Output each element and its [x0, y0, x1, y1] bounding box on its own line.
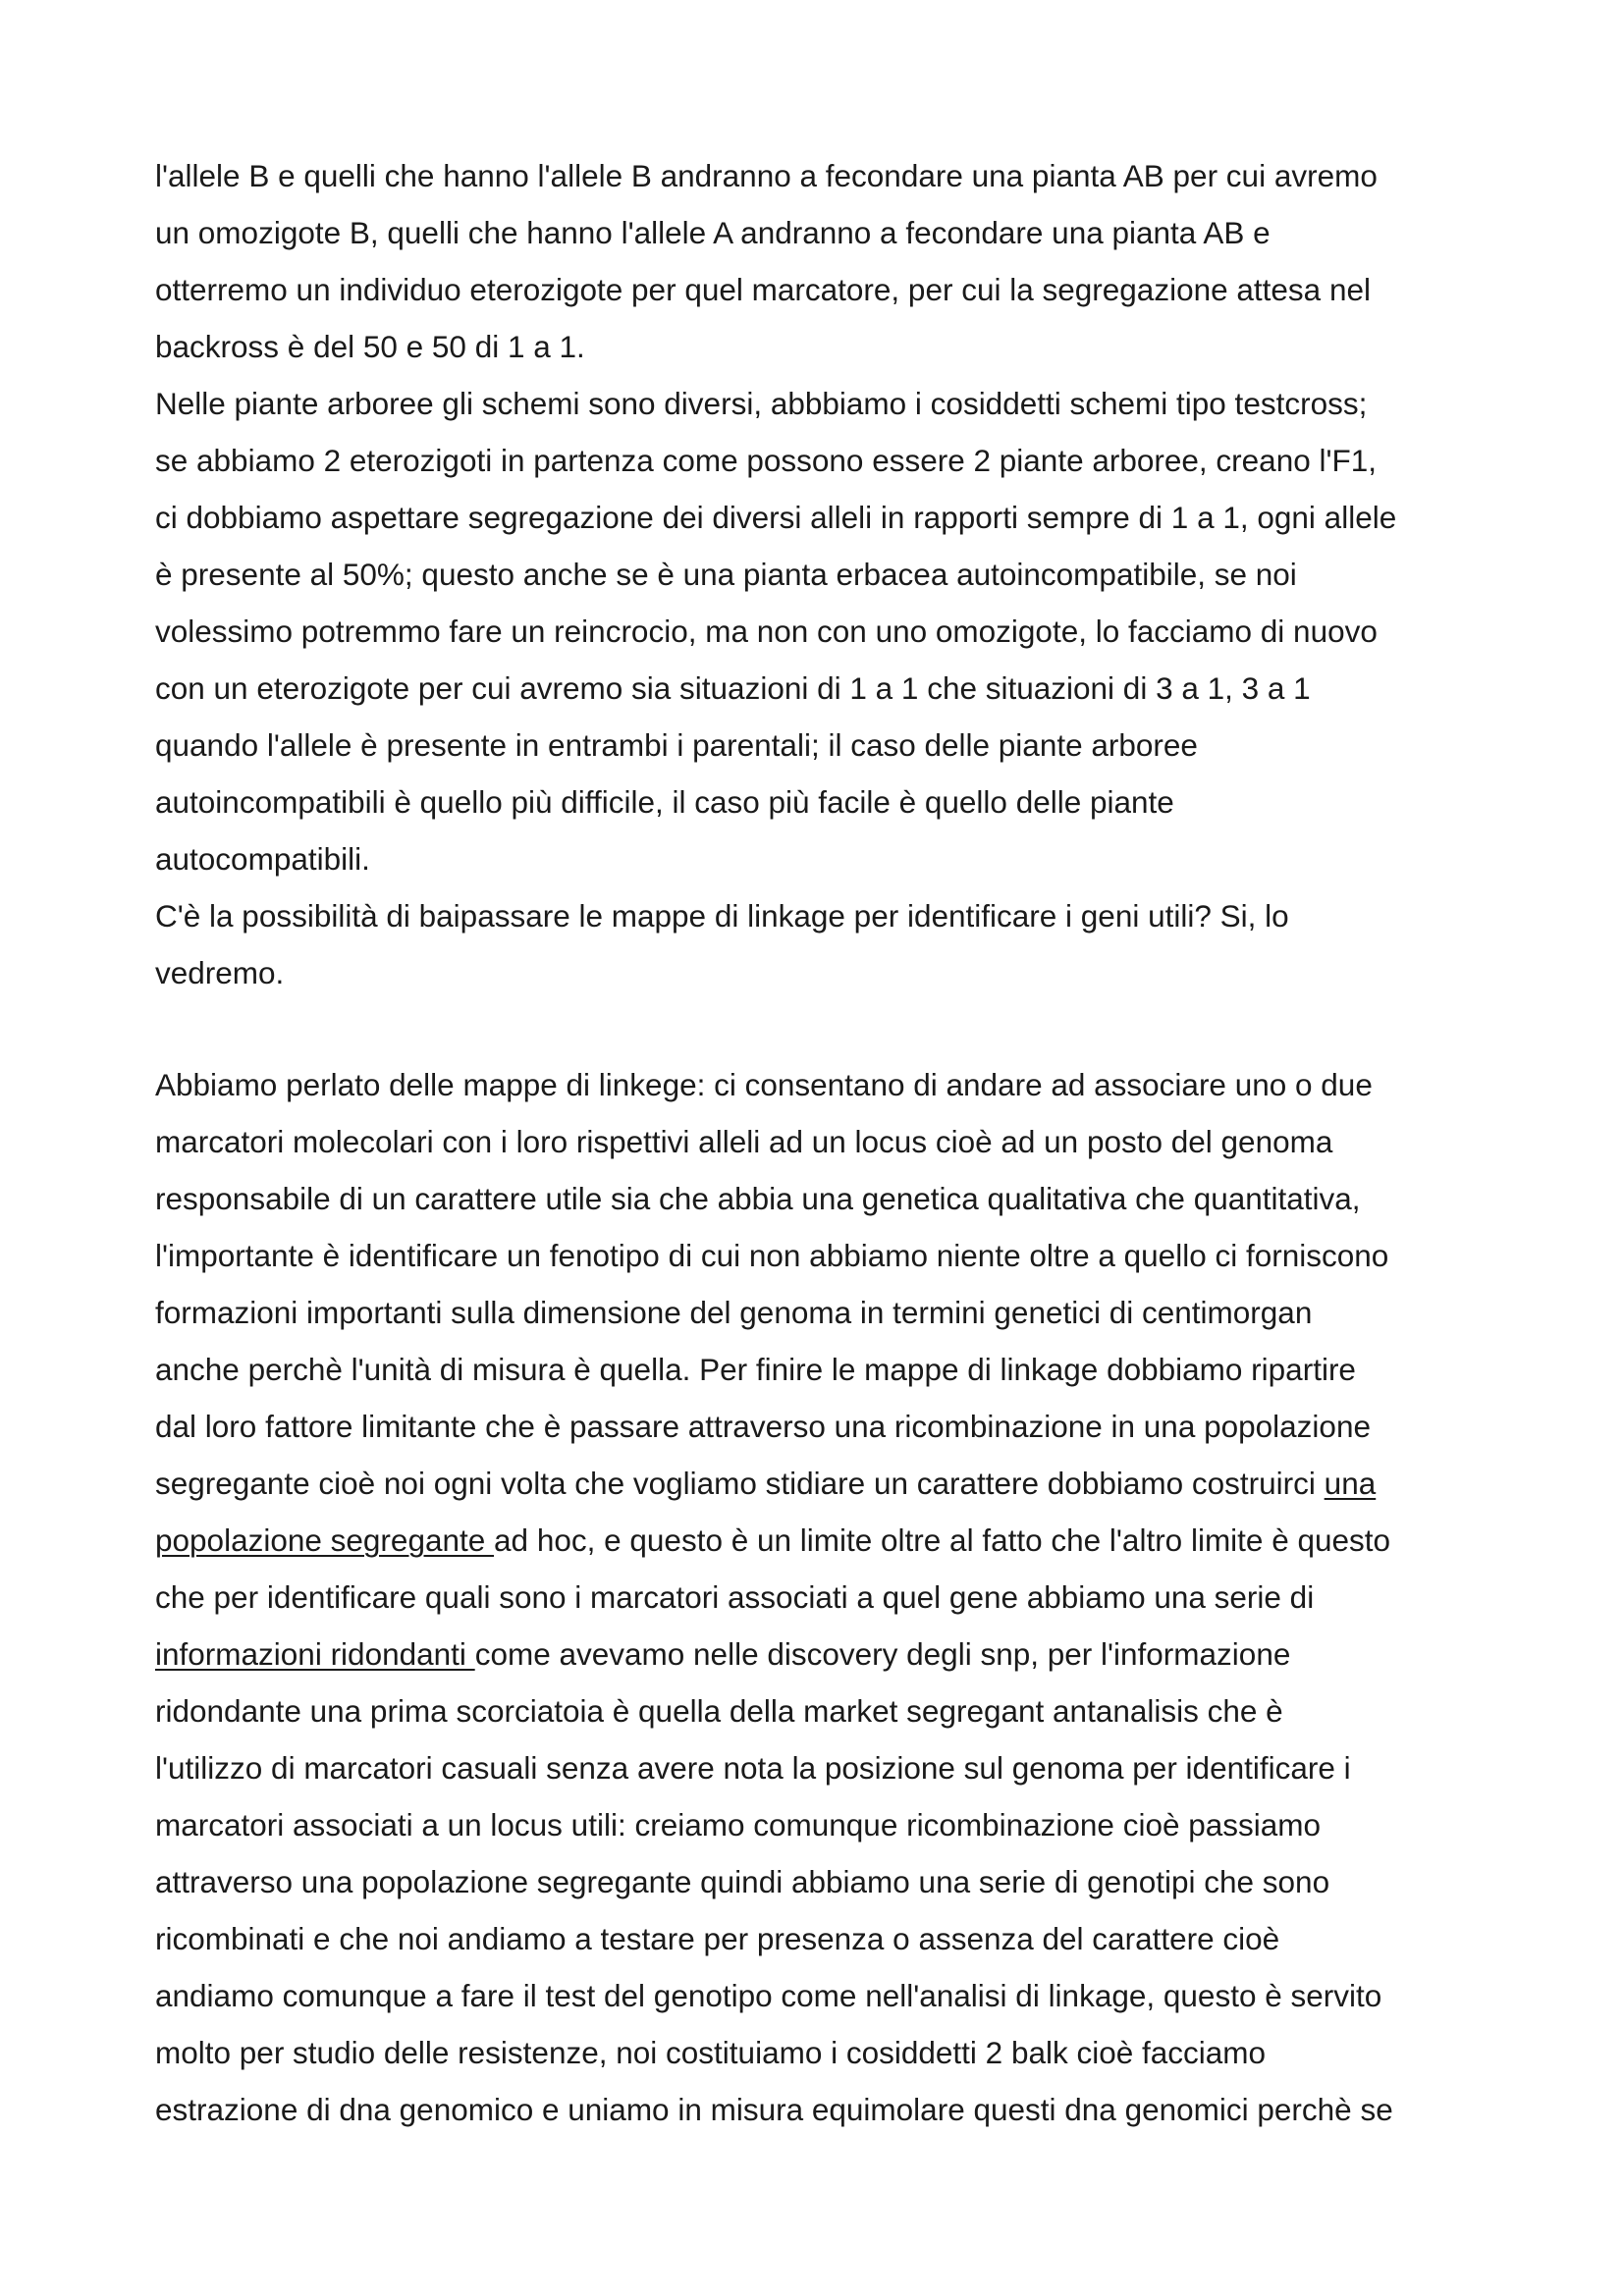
text-line: [155, 1569, 1530, 1626]
text-line: è presente al 50%; questo anche se è una pianta erbacea autoincompatibile, se noi: [155, 557, 1297, 592]
text-line: con un eterozigote per cui avremo sia situazioni di 1 a 1 che situazioni di 3 a 1, 3 a 1: [155, 670, 1311, 706]
text-line: vedremo.: [155, 955, 285, 990]
text-line: estrazione di dna genomico e uniamo in misura equimolare questi dna genomici perchè se: [155, 2092, 1393, 2127]
text-line: andiamo comunque a fare il test del genotipo come nell'analisi di linkage, questo è servito: [155, 1978, 1382, 2013]
text-line: marcatori associati a un locus utili: creiamo comunque ricombinazione cioè passiamo: [155, 1807, 1322, 1842]
text-line: otterremo un individuo eterozigote per quel marcatore, per cui la segregazione attesa nel: [155, 272, 1371, 307]
text-line: anche perchè l'unità di misura è quella. Per finire le mappe di linkage dobbiamo ripartire: [155, 1352, 1356, 1387]
text-line: Nelle piante arboree gli schemi sono diversi, abbbiamo i cosiddetti schemi tipo testcross;: [155, 386, 1368, 421]
text-line: responsabile di un carattere utile sia che abbia una genetica qualitativa che quantitativa,: [155, 1181, 1361, 1216]
text-line: formazioni importanti sulla dimensione del genoma in termini genetici di centimorgan: [155, 1295, 1313, 1330]
text-line: autoincompatibili è quello più difficile, il caso più facile è quello delle piante: [155, 784, 1174, 820]
text-line: [155, 1512, 1530, 1569]
underlined-text: una: [1324, 1466, 1377, 1501]
underlined-text: popolazione segregante: [155, 1522, 495, 1558]
text-line: [155, 1626, 1530, 1682]
text-run: segregante cioè noi ogni volta che vogliamo stidiare un carattere dobbiamo costruirci: [155, 1466, 1325, 1501]
paragraph-1: [155, 147, 1530, 1001]
text-line: attraverso una popolazione segregante quindi abbiamo una serie di genotipi che sono: [155, 1864, 1330, 1899]
text-line: ricombinati e che noi andiamo a testare per presenza o assenza del carattere cioè: [155, 1921, 1280, 1956]
text-line: l'importante è identificare un fenotipo di cui non abbiamo niente oltre a quello ci forniscono: [155, 1238, 1389, 1273]
text-line: molto per studio delle resistenze, noi costituiamo i cosiddetti 2 balk cioè facciamo: [155, 2035, 1267, 2070]
text-line: marcatori molecolari con i loro rispettivi alleli ad un locus cioè ad un posto del genoma: [155, 1124, 1333, 1159]
underlined-text: informazioni ridondanti: [155, 1636, 475, 1672]
text-line: backross è del 50 e 50 di 1 a 1.: [155, 329, 585, 364]
text-line: volessimo potremmo fare un reincrocio, ma non con uno omozigote, lo facciamo di nuovo: [155, 614, 1378, 649]
text-line: l'allele B e quelli che hanno l'allele B andranno a fecondare una pianta AB per cui avremo: [155, 158, 1378, 193]
text-line: Abbiamo perlato delle mappe di linkege: ci consentano di andare ad associare uno o due: [155, 1067, 1373, 1102]
text-line: C'è la possibilità di baipassare le mappe di linkage per identificare i geni utili? Si, lo: [155, 898, 1289, 934]
text-run: come avevamo nelle discovery degli snp, per l'informazione: [474, 1636, 1291, 1672]
text-line: ci dobbiamo aspettare segregazione dei diversi alleli in rapporti sempre di 1 a 1, ogni allele: [155, 500, 1397, 535]
text-line: quando l'allele è presente in entrambi i parentali; il caso delle piante arboree: [155, 727, 1198, 763]
text-run: ad hoc, e questo è un limite oltre al fatto che l'altro limite è questo: [494, 1522, 1391, 1558]
text-line: se abbiamo 2 eterozigoti in partenza come possono essere 2 piante arboree, creano l'F1,: [155, 443, 1378, 478]
text-line: [155, 1455, 1530, 1512]
text-line: l'utilizzo di marcatori casuali senza avere nota la posizione sul genoma per identificare i: [155, 1750, 1351, 1786]
text-line: un omozigote B, quelli che hanno l'allele A andranno a fecondare una pianta AB e: [155, 215, 1271, 250]
text-line: ridondante una prima scorciatoia è quella della market segregant antanalisis che è: [155, 1693, 1283, 1729]
paragraph-2: [155, 1056, 1530, 2138]
text-line: dal loro fattore limitante che è passare attraverso una ricombinazione in una popolazione: [155, 1409, 1371, 1444]
text-run: che per identificare quali sono i marcatori associati a quel gene abbiamo una serie di: [155, 1579, 1315, 1615]
text-line: autocompatibili.: [155, 841, 370, 877]
